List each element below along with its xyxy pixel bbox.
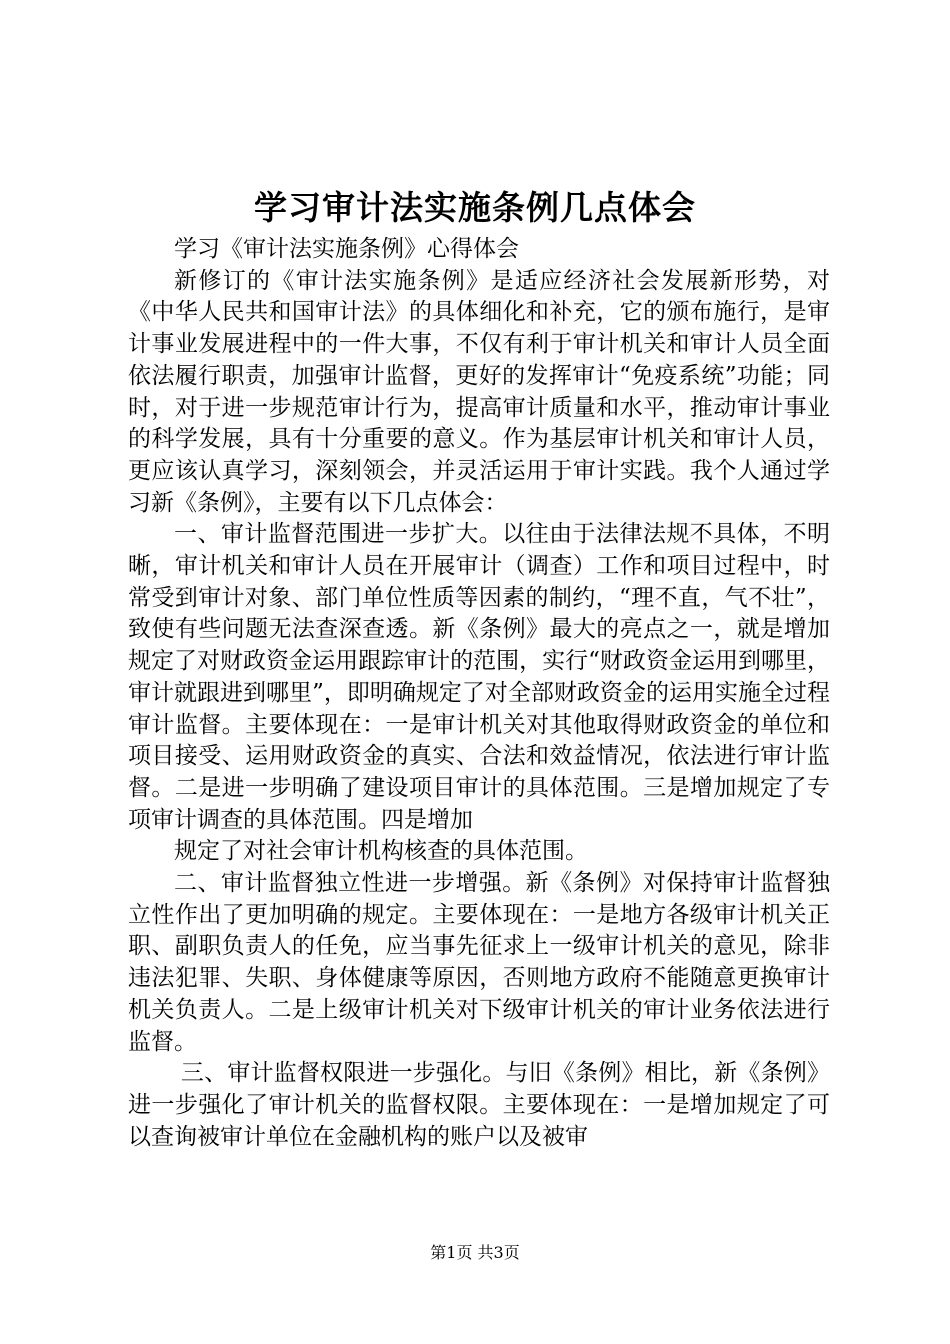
- document-title: 学习审计法实施条例几点体会: [254, 188, 696, 227]
- document-body: [128, 234, 830, 1153]
- page-number-footer: 第1页 共3页: [430, 1243, 520, 1262]
- paragraph-subtitle: 学习《审计法实施条例》心得体会: [174, 236, 519, 262]
- paragraph-intro: 新修订的《审计法实施条例》是适应经济社会发展新形势，对《中华人民共和国审计法》的具体细化和补充，它的颁布施行，是审计事业发展进程中的一件大事，不仅有利于审计机关和审计人员全面依法履行职责，加强审计监督，更好的发挥审计“免疫系统”功能；同时，对于进一步规范审计行为，提高审计质量和水平，推动审计事业的科学发展，具有十分重要的意义。作为基层审计机关和审计人员，更应该认真学习，深刻领会，并灵活运用于审计实践。我个人通过学习新《条例》，主要有以下几点体会：: [128, 267, 830, 516]
- paragraph-point-three: 三、审计监督权限进一步强化。与旧《条例》相比，新《条例》进一步强化了审计机关的监督权限。主要体现在：一是增加规定了可以查询被审计单位在金融机构的账户以及被审: [128, 1060, 830, 1150]
- paragraph-point-two: 二、审计监督独立性进一步增强。新《条例》对保持审计监督独立性作出了更加明确的规定。主要体现在：一是地方各级审计机关正职、副职负责人的任免，应当事先征求上一级审计机关的意见，除非违法犯罪、失职、身体健康等原因，否则地方政府不能随意更换审计机关负责人。二是上级审计机关对下级审计机关的审计业务依法进行监督。: [128, 870, 830, 1055]
- paragraph-point-one: 一、审计监督范围进一步扩大。以往由于法律法规不具体，不明晰，审计机关和审计人员在开展审计（调查）工作和项目过程中，时常受到审计对象、部门单位性质等因素的制约，“理不直，气不壮”，致使有些问题无法查深查透。新《条例》最大的亮点之一，就是增加规定了对财政资金运用跟踪审计的范围，实行“财政资金运用到哪里，审计就跟进到哪里”，即明确规定了对全部财政资金的运用实施全过程审计监督。主要体现在：一是审计机关对其他取得财政资金的单位和项目接受、运用财政资金的真实、合法和效益情况，依法进行审计监督。二是进一步明确了建设项目审计的具体范围。三是增加规定了专项审计调查的具体范围。四是增加: [128, 521, 830, 833]
- paragraph-point-one-continued: 规定了对社会审计机构核查的具体范围。: [174, 838, 588, 865]
